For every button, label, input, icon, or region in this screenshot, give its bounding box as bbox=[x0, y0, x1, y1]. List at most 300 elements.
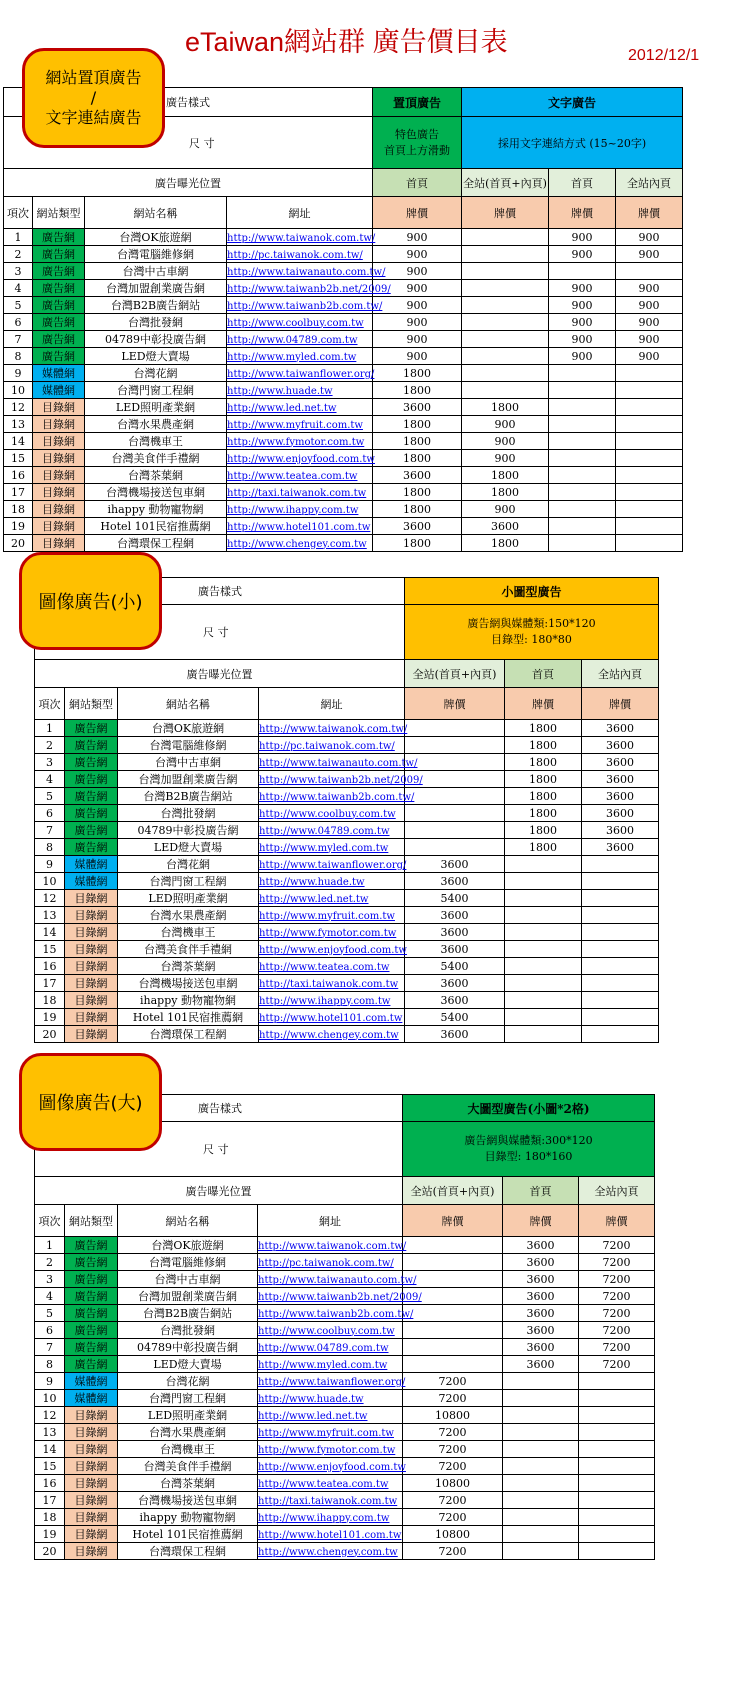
site-url-link[interactable]: http://www.04789.com.tw bbox=[258, 1342, 389, 1354]
row-number: 14 bbox=[35, 924, 65, 941]
site-url-link[interactable]: http://www.led.net.tw bbox=[227, 402, 337, 414]
col-header-name: 網站名稱 bbox=[118, 688, 259, 720]
price-cell bbox=[582, 992, 659, 1009]
table-row bbox=[4, 433, 683, 450]
site-url-link[interactable]: http://www.taiwanok.com.tw/ bbox=[227, 232, 376, 244]
site-type: 目錄網 bbox=[65, 1441, 118, 1458]
site-url-link[interactable]: http://www.huade.tw bbox=[259, 876, 365, 888]
site-url-link[interactable]: http://pc.taiwanok.com.tw/ bbox=[227, 249, 363, 261]
site-type: 目錄網 bbox=[65, 907, 118, 924]
price-cell bbox=[503, 1441, 579, 1458]
price-cell: 900 bbox=[373, 229, 462, 246]
table-row bbox=[35, 1543, 655, 1560]
site-url bbox=[227, 399, 373, 416]
price-cell bbox=[462, 297, 549, 314]
price-cell bbox=[616, 382, 683, 399]
table-row bbox=[4, 263, 683, 280]
price-cell bbox=[505, 958, 582, 975]
site-url-link[interactable]: http://www.hotel101.com.tw bbox=[227, 521, 371, 533]
price-cell bbox=[462, 348, 549, 365]
site-type: 廣告網 bbox=[65, 720, 118, 737]
site-name: 台灣加盟創業廣告網 bbox=[118, 771, 259, 788]
site-url-link[interactable]: http://www.fymotor.com.tw bbox=[227, 436, 365, 448]
site-type: 廣告網 bbox=[33, 246, 85, 263]
price-cell bbox=[549, 263, 616, 280]
price-cell: 10800 bbox=[403, 1407, 503, 1424]
table-row bbox=[35, 1288, 655, 1305]
price-cell: 900 bbox=[373, 246, 462, 263]
site-url bbox=[258, 1356, 403, 1373]
large-ad-header: 大圖型廣告(小圖*2格) bbox=[403, 1095, 655, 1122]
site-type: 廣告網 bbox=[65, 1356, 118, 1373]
site-name: 台灣中古車網 bbox=[118, 1271, 258, 1288]
col-header-type: 網站類型 bbox=[65, 688, 118, 720]
site-url-link[interactable]: http://www.taiwanflower.org/ bbox=[259, 859, 407, 871]
site-type: 廣告網 bbox=[65, 822, 118, 839]
site-url-link[interactable]: http://www.myled.com.tw bbox=[258, 1359, 388, 1371]
site-url-link[interactable]: http://www.coolbuy.com.tw bbox=[258, 1325, 395, 1337]
table-row bbox=[4, 501, 683, 518]
table-row bbox=[4, 280, 683, 297]
price-cell: 5400 bbox=[405, 890, 505, 907]
site-url bbox=[259, 1026, 405, 1043]
site-url bbox=[259, 737, 405, 754]
price-header: 牌價 bbox=[616, 197, 683, 229]
site-url-link[interactable]: http://www.taiwanb2b.com.tw/ bbox=[259, 791, 415, 803]
price-cell: 900 bbox=[373, 263, 462, 280]
site-url bbox=[259, 771, 423, 788]
site-type: 廣告網 bbox=[33, 229, 85, 246]
price-cell: 900 bbox=[373, 280, 462, 297]
row-number: 17 bbox=[35, 975, 65, 992]
site-type: 廣告網 bbox=[65, 788, 118, 805]
exposure-label: 廣告曝光位置 bbox=[4, 169, 373, 197]
site-url-link[interactable]: http://www.teatea.com.tw bbox=[227, 470, 358, 482]
site-url-link[interactable]: http://taxi.taiwanok.com.tw bbox=[227, 487, 367, 499]
table-row bbox=[35, 1373, 655, 1390]
site-type: 廣告網 bbox=[65, 1339, 118, 1356]
site-url-link[interactable]: http://www.taiwanauto.com.tw/ bbox=[227, 266, 386, 278]
price-cell bbox=[462, 365, 549, 382]
site-type: 目錄網 bbox=[65, 958, 118, 975]
exposure-label: 廣告曝光位置 bbox=[35, 1177, 403, 1205]
price-cell: 900 bbox=[616, 348, 683, 365]
site-url-link[interactable]: http://www.fymotor.com.tw bbox=[258, 1444, 396, 1456]
site-type: 廣告網 bbox=[65, 754, 118, 771]
site-name: 台灣茶葉網 bbox=[118, 1475, 258, 1492]
price-cell: 3600 bbox=[582, 805, 659, 822]
row-number: 12 bbox=[4, 399, 33, 416]
price-cell bbox=[405, 737, 505, 754]
site-url-link[interactable]: http://www.taiwanflower.org/ bbox=[258, 1376, 406, 1388]
site-url bbox=[259, 890, 405, 907]
site-name: 台灣美食伴手禮網 bbox=[118, 1458, 258, 1475]
site-name: 台灣水果農產網 bbox=[85, 416, 227, 433]
price-cell bbox=[505, 873, 582, 890]
row-number: 3 bbox=[35, 1271, 65, 1288]
site-type: 目錄網 bbox=[65, 1543, 118, 1560]
row-number: 18 bbox=[4, 501, 33, 518]
site-url bbox=[258, 1441, 403, 1458]
page-title: eTaiwan網站群 廣告價目表 bbox=[185, 27, 508, 57]
price-cell: 3600 bbox=[582, 771, 659, 788]
price-table-top-text bbox=[3, 87, 683, 552]
table-row bbox=[35, 890, 659, 907]
price-cell bbox=[405, 822, 505, 839]
price-cell: 3600 bbox=[503, 1288, 579, 1305]
site-type: 廣告網 bbox=[33, 297, 85, 314]
price-cell: 900 bbox=[462, 501, 549, 518]
position-label: 首頁 bbox=[373, 169, 462, 197]
site-url-link[interactable]: http://www.teatea.com.tw bbox=[259, 961, 390, 973]
site-type: 目錄網 bbox=[65, 890, 118, 907]
site-url bbox=[227, 484, 373, 501]
price-header: 牌價 bbox=[462, 197, 549, 229]
price-cell bbox=[503, 1407, 579, 1424]
price-cell: 7200 bbox=[403, 1543, 503, 1560]
price-header: 牌價 bbox=[403, 1205, 503, 1237]
row-number: 3 bbox=[35, 754, 65, 771]
text-ad-header: 文字廣告 bbox=[462, 88, 683, 117]
site-url-link[interactable]: http://www.ihappy.com.tw bbox=[227, 504, 359, 516]
row-number: 16 bbox=[35, 1475, 65, 1492]
table-row bbox=[4, 314, 683, 331]
site-name: 台灣機車王 bbox=[118, 924, 259, 941]
price-cell bbox=[582, 856, 659, 873]
site-url bbox=[259, 873, 405, 890]
position-label: 首頁 bbox=[505, 660, 582, 688]
site-name: 04789中彰投廣告網 bbox=[85, 331, 227, 348]
price-cell bbox=[505, 1009, 582, 1026]
price-cell bbox=[549, 484, 616, 501]
table-row bbox=[35, 737, 659, 754]
site-url bbox=[258, 1373, 406, 1390]
site-url bbox=[258, 1305, 414, 1322]
ad-style-label: 廣告樣式 bbox=[35, 1095, 403, 1122]
row-number: 19 bbox=[4, 518, 33, 535]
site-url-link[interactable]: http://www.chengey.com.tw bbox=[258, 1546, 398, 1558]
site-url-link[interactable]: http://www.enjoyfood.com.tw bbox=[258, 1461, 406, 1473]
site-url-link[interactable]: http://www.taiwanb2b.com.tw/ bbox=[227, 300, 383, 312]
site-url bbox=[259, 754, 418, 771]
price-cell bbox=[549, 467, 616, 484]
row-number: 12 bbox=[35, 890, 65, 907]
price-cell: 900 bbox=[616, 280, 683, 297]
site-type: 目錄網 bbox=[65, 1407, 118, 1424]
site-url-link[interactable]: http://www.myfruit.com.tw bbox=[258, 1427, 394, 1439]
site-url bbox=[259, 975, 405, 992]
price-cell: 10800 bbox=[403, 1526, 503, 1543]
site-name: ihappy 動物寵物網 bbox=[85, 501, 227, 518]
site-type: 媒體網 bbox=[65, 873, 118, 890]
price-cell bbox=[505, 975, 582, 992]
price-cell: 1800 bbox=[373, 484, 462, 501]
site-url-link[interactable]: http://www.chengey.com.tw bbox=[227, 538, 367, 550]
site-url-link[interactable]: http://www.taiwanok.com.tw/ bbox=[259, 723, 408, 735]
price-cell: 3600 bbox=[373, 399, 462, 416]
price-cell bbox=[616, 450, 683, 467]
site-url bbox=[227, 365, 373, 382]
site-name: 台灣門窗工程網 bbox=[85, 382, 227, 399]
row-number: 9 bbox=[4, 365, 33, 382]
price-header: 牌價 bbox=[405, 688, 505, 720]
row-number: 7 bbox=[4, 331, 33, 348]
price-cell: 1800 bbox=[505, 737, 582, 754]
row-number: 4 bbox=[35, 771, 65, 788]
site-type: 廣告網 bbox=[65, 1288, 118, 1305]
site-url-link[interactable]: http://www.hotel101.com.tw bbox=[258, 1529, 402, 1541]
site-url-link[interactable]: http://www.04789.com.tw bbox=[227, 334, 358, 346]
price-cell bbox=[503, 1526, 579, 1543]
position-label: 全站內頁 bbox=[579, 1177, 655, 1205]
price-cell: 1800 bbox=[505, 788, 582, 805]
date-label: 2012/12/1 bbox=[628, 47, 700, 64]
price-cell bbox=[582, 958, 659, 975]
price-cell: 1800 bbox=[373, 416, 462, 433]
price-cell bbox=[403, 1356, 503, 1373]
site-type: 廣告網 bbox=[65, 1237, 118, 1254]
site-name: 台灣中古車網 bbox=[118, 754, 259, 771]
price-header: 牌價 bbox=[549, 197, 616, 229]
row-number: 1 bbox=[35, 1237, 65, 1254]
price-cell bbox=[582, 873, 659, 890]
site-name: 台灣中古車網 bbox=[85, 263, 227, 280]
ad-style-label: 廣告樣式 bbox=[4, 88, 373, 117]
site-type: 目錄網 bbox=[65, 1526, 118, 1543]
site-type: 媒體網 bbox=[65, 856, 118, 873]
price-cell bbox=[503, 1390, 579, 1407]
price-cell bbox=[579, 1492, 655, 1509]
exposure-label: 廣告曝光位置 bbox=[35, 660, 405, 688]
row-number: 17 bbox=[35, 1492, 65, 1509]
site-name: 台灣機場接送包車網 bbox=[118, 975, 259, 992]
position-label: 首頁 bbox=[549, 169, 616, 197]
site-url bbox=[259, 941, 405, 958]
table-row bbox=[35, 856, 659, 873]
site-url-link[interactable]: http://www.huade.tw bbox=[227, 385, 333, 397]
site-url bbox=[259, 839, 405, 856]
price-cell bbox=[579, 1526, 655, 1543]
site-url-link[interactable]: http://www.taiwanok.com.tw/ bbox=[258, 1240, 407, 1252]
site-name: 台灣B2B廣告網站 bbox=[118, 1305, 258, 1322]
site-url-link[interactable]: http://www.hotel101.com.tw bbox=[259, 1012, 403, 1024]
price-cell bbox=[579, 1475, 655, 1492]
price-cell: 3600 bbox=[503, 1322, 579, 1339]
col-header-no: 項次 bbox=[35, 688, 65, 720]
site-url-link[interactable]: http://pc.taiwanok.com.tw/ bbox=[259, 740, 395, 752]
site-type: 目錄網 bbox=[65, 941, 118, 958]
site-url-link[interactable]: http://www.taiwanauto.com.tw/ bbox=[258, 1274, 417, 1286]
price-cell bbox=[549, 433, 616, 450]
table-row bbox=[35, 1424, 655, 1441]
site-type: 廣告網 bbox=[65, 1254, 118, 1271]
ad-style-label: 廣告樣式 bbox=[35, 578, 405, 605]
site-url-link[interactable]: http://www.huade.tw bbox=[258, 1393, 364, 1405]
price-cell: 3600 bbox=[405, 907, 505, 924]
site-url-link[interactable]: http://www.coolbuy.com.tw bbox=[227, 317, 364, 329]
site-url-link[interactable]: http://www.enjoyfood.com.tw bbox=[227, 453, 375, 465]
site-url-link[interactable]: http://www.teatea.com.tw bbox=[258, 1478, 389, 1490]
col-header-url: 網址 bbox=[258, 1205, 403, 1237]
site-url bbox=[258, 1424, 403, 1441]
table-row bbox=[35, 1526, 655, 1543]
price-cell: 900 bbox=[616, 246, 683, 263]
small-ad-header: 小圖型廣告 bbox=[405, 578, 659, 605]
row-number: 4 bbox=[35, 1288, 65, 1305]
site-name: 台灣花網 bbox=[118, 1373, 258, 1390]
price-cell: 900 bbox=[549, 297, 616, 314]
section-badge-top-text: 網站置頂廣告 / 文字連結廣告 bbox=[22, 48, 165, 148]
price-cell: 5400 bbox=[405, 1009, 505, 1026]
price-cell: 1800 bbox=[505, 754, 582, 771]
site-name: 台灣美食伴手禮網 bbox=[85, 450, 227, 467]
site-url-link[interactable]: http://www.led.net.tw bbox=[258, 1410, 368, 1422]
site-url-link[interactable]: http://www.led.net.tw bbox=[259, 893, 369, 905]
site-name: 台灣B2B廣告網站 bbox=[85, 297, 227, 314]
price-cell bbox=[505, 941, 582, 958]
site-name: 台灣機場接送包車網 bbox=[118, 1492, 258, 1509]
table-row bbox=[4, 399, 683, 416]
price-cell bbox=[505, 992, 582, 1009]
row-number: 5 bbox=[35, 788, 65, 805]
site-url-link[interactable]: http://www.myled.com.tw bbox=[259, 842, 389, 854]
table-row bbox=[35, 720, 659, 737]
table-row bbox=[4, 382, 683, 399]
table-row bbox=[4, 518, 683, 535]
site-url-link[interactable]: http://www.myfruit.com.tw bbox=[227, 419, 363, 431]
price-header: 牌價 bbox=[582, 688, 659, 720]
table-row bbox=[35, 1407, 655, 1424]
price-cell: 1800 bbox=[373, 382, 462, 399]
row-number: 16 bbox=[35, 958, 65, 975]
table-row bbox=[4, 416, 683, 433]
price-cell: 900 bbox=[616, 331, 683, 348]
price-cell: 3600 bbox=[582, 720, 659, 737]
size-label: 尺 寸 bbox=[35, 605, 405, 660]
site-url-link[interactable]: http://www.taiwanb2b.net/2009/ bbox=[227, 283, 391, 295]
price-cell bbox=[503, 1543, 579, 1560]
site-name: 台灣門窗工程網 bbox=[118, 873, 259, 890]
site-name: 台灣B2B廣告網站 bbox=[118, 788, 259, 805]
site-url bbox=[259, 992, 405, 1009]
site-url-link[interactable]: http://taxi.taiwanok.com.tw bbox=[259, 978, 399, 990]
site-url-link[interactable]: http://www.chengey.com.tw bbox=[259, 1029, 399, 1041]
site-url-link[interactable]: http://www.fymotor.com.tw bbox=[259, 927, 397, 939]
price-cell: 10800 bbox=[403, 1475, 503, 1492]
price-cell bbox=[403, 1339, 503, 1356]
site-url bbox=[227, 450, 373, 467]
site-url-link[interactable]: http://www.taiwanauto.com.tw/ bbox=[259, 757, 418, 769]
site-url bbox=[259, 1009, 405, 1026]
price-cell bbox=[462, 246, 549, 263]
price-cell: 7200 bbox=[579, 1237, 655, 1254]
price-cell bbox=[403, 1305, 503, 1322]
top-ad-header: 置頂廣告 bbox=[373, 88, 462, 117]
price-cell: 900 bbox=[549, 280, 616, 297]
site-url-link[interactable]: http://www.myfruit.com.tw bbox=[259, 910, 395, 922]
table-row bbox=[35, 788, 659, 805]
site-name: 台灣OK旅遊網 bbox=[85, 229, 227, 246]
site-url-link[interactable]: http://www.myled.com.tw bbox=[227, 351, 357, 363]
site-name: 台灣機場接送包車網 bbox=[85, 484, 227, 501]
col-header-type: 網站類型 bbox=[65, 1205, 118, 1237]
price-cell bbox=[505, 856, 582, 873]
site-url bbox=[227, 263, 386, 280]
price-cell: 900 bbox=[549, 331, 616, 348]
price-cell bbox=[616, 365, 683, 382]
site-url bbox=[259, 958, 405, 975]
site-type: 目錄網 bbox=[33, 535, 85, 552]
site-url-link[interactable]: http://www.taiwanb2b.com.tw/ bbox=[258, 1308, 414, 1320]
table-row bbox=[35, 1271, 655, 1288]
price-cell: 900 bbox=[373, 297, 462, 314]
site-type: 廣告網 bbox=[65, 805, 118, 822]
price-cell: 900 bbox=[549, 229, 616, 246]
site-type: 廣告網 bbox=[65, 1271, 118, 1288]
table-row bbox=[35, 992, 659, 1009]
row-number: 13 bbox=[4, 416, 33, 433]
site-url bbox=[227, 246, 373, 263]
site-url-link[interactable]: http://www.coolbuy.com.tw bbox=[259, 808, 396, 820]
price-cell bbox=[405, 839, 505, 856]
site-type: 媒體網 bbox=[65, 1390, 118, 1407]
row-number: 15 bbox=[4, 450, 33, 467]
site-type: 廣告網 bbox=[65, 737, 118, 754]
site-url-link[interactable]: http://www.enjoyfood.com.tw bbox=[259, 944, 407, 956]
table-row bbox=[35, 1492, 655, 1509]
site-url-link[interactable]: http://taxi.taiwanok.com.tw bbox=[258, 1495, 398, 1507]
site-url bbox=[227, 297, 383, 314]
table-row bbox=[35, 907, 659, 924]
position-label: 全站(首頁+內頁) bbox=[462, 169, 549, 197]
site-url-link[interactable]: http://www.taiwanflower.org/ bbox=[227, 368, 375, 380]
site-name: 台灣水果農產網 bbox=[118, 907, 259, 924]
site-url bbox=[258, 1271, 417, 1288]
site-url-link[interactable]: http://www.ihappy.com.tw bbox=[259, 995, 391, 1007]
price-cell bbox=[503, 1492, 579, 1509]
site-url-link[interactable]: http://pc.taiwanok.com.tw/ bbox=[258, 1257, 394, 1269]
row-number: 7 bbox=[35, 822, 65, 839]
row-number: 6 bbox=[4, 314, 33, 331]
site-type: 廣告網 bbox=[33, 280, 85, 297]
site-name: 台灣環保工程網 bbox=[118, 1026, 259, 1043]
row-number: 2 bbox=[35, 737, 65, 754]
row-number: 1 bbox=[4, 229, 33, 246]
price-cell: 1800 bbox=[373, 501, 462, 518]
site-type: 目錄網 bbox=[33, 518, 85, 535]
price-cell: 900 bbox=[373, 331, 462, 348]
price-cell bbox=[405, 720, 505, 737]
table-row bbox=[35, 754, 659, 771]
site-url bbox=[259, 720, 408, 737]
price-cell bbox=[462, 382, 549, 399]
site-type: 目錄網 bbox=[65, 1424, 118, 1441]
site-url-link[interactable]: http://www.taiwanb2b.net/2009/ bbox=[258, 1291, 422, 1303]
site-url-link[interactable]: http://www.04789.com.tw bbox=[259, 825, 390, 837]
site-url-link[interactable]: http://www.ihappy.com.tw bbox=[258, 1512, 390, 1524]
site-name: 台灣水果農產網 bbox=[118, 1424, 258, 1441]
site-url bbox=[259, 822, 405, 839]
site-url-link[interactable]: http://www.taiwanb2b.net/2009/ bbox=[259, 774, 423, 786]
site-name: 台灣批發網 bbox=[118, 805, 259, 822]
price-cell: 7200 bbox=[579, 1305, 655, 1322]
site-url bbox=[227, 348, 373, 365]
row-number: 6 bbox=[35, 805, 65, 822]
site-name: LED照明產業網 bbox=[85, 399, 227, 416]
price-cell: 900 bbox=[616, 297, 683, 314]
site-url bbox=[227, 501, 373, 518]
price-cell: 7200 bbox=[403, 1458, 503, 1475]
